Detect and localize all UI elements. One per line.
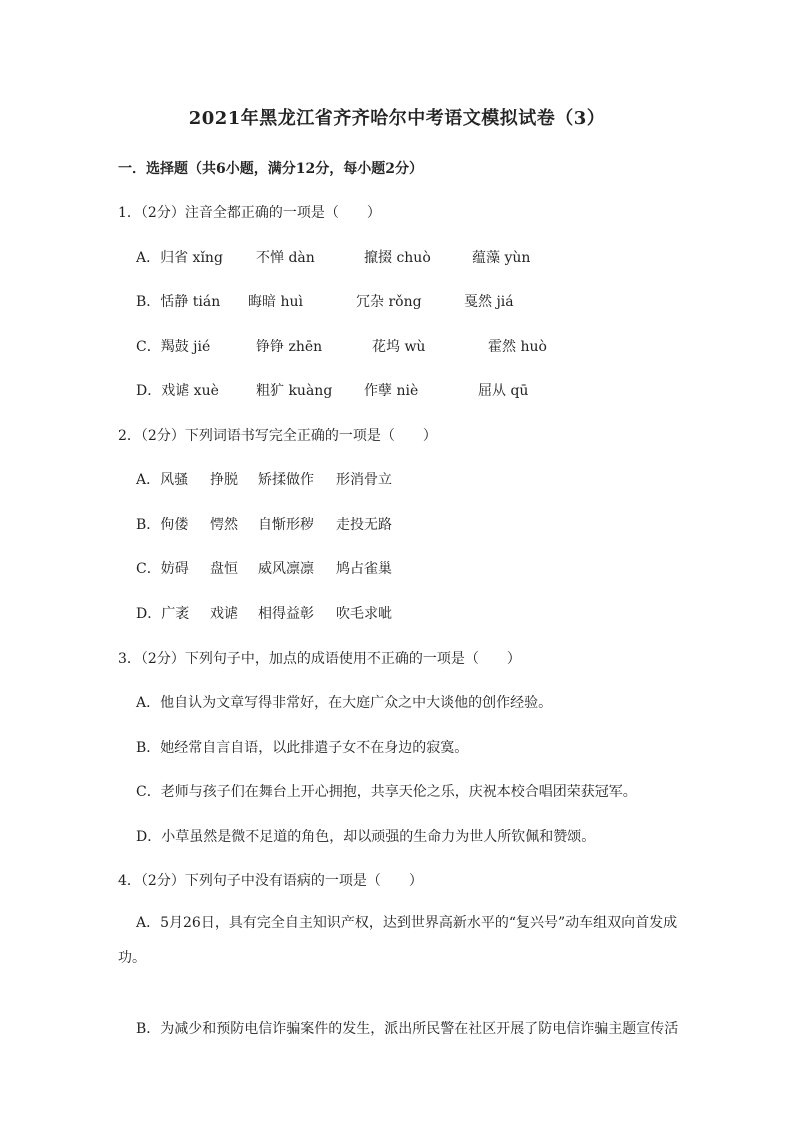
option-term: 形消骨立 bbox=[336, 472, 392, 488]
option-term: 蕴藻 yùn bbox=[472, 250, 531, 266]
option-term: B．恬静 tián bbox=[136, 294, 221, 310]
option-term: 愕然 bbox=[210, 517, 238, 533]
option-term: 戏谑 bbox=[210, 606, 238, 622]
option-term: 鸠占雀巢 bbox=[336, 561, 392, 577]
option-term: C．羯鼓 jié bbox=[136, 339, 211, 355]
option-term: 矫揉做作 bbox=[258, 472, 314, 488]
option-term: 戛然 jiá bbox=[464, 294, 514, 310]
question-2-stem: 2．（2分）下列词语书写完全正确的一项是（ ） bbox=[118, 428, 437, 444]
option-term: 盘恒 bbox=[210, 561, 238, 577]
question-4-option-b: B．为减少和预防电信诈骗案件的发生，派出所民警在社区开展了防电信诈骗主题宣传活 bbox=[136, 1021, 678, 1037]
option-term: 作孽 niè bbox=[364, 383, 419, 399]
option-term: 不惮 dàn bbox=[256, 250, 315, 266]
option-term: B．佝偻 bbox=[136, 517, 189, 533]
question-3-option-a: A．他自认为文章写得非常好，在大庭广众之中大谈他的创作经验。 bbox=[136, 695, 553, 711]
option-term: 挣脱 bbox=[210, 472, 238, 488]
option-term: 花坞 wù bbox=[372, 339, 426, 355]
question-4-option-a: A．5月26日，具有完全自主知识产权，达到世界高新水平的“复兴号”动车组双向首发成功。 bbox=[118, 915, 678, 966]
option-term: 相得益彰 bbox=[258, 606, 314, 622]
option-term: C．妨碍 bbox=[136, 561, 189, 577]
option-term: 晦暗 huì bbox=[248, 294, 303, 310]
option-term: D．广袤 bbox=[136, 606, 190, 622]
option-term: 攛掇 chuò bbox=[364, 250, 431, 266]
option-term: 铮铮 zhēn bbox=[256, 339, 323, 355]
option-term: 粗犷 kuàng bbox=[256, 383, 333, 399]
option-term: 霍然 huò bbox=[488, 339, 547, 355]
option-term: A．归省 xǐng bbox=[136, 250, 223, 266]
option-term: 威风凛凛 bbox=[258, 561, 314, 577]
option-term: 自惭形秽 bbox=[258, 517, 314, 533]
question-3-option-d: D．小草虽然是微不足道的角色，却以顽强的生命力为世人所钦佩和赞颂。 bbox=[136, 829, 596, 845]
exam-title: 2021年黑龙江省齐齐哈尔中考语文模拟试卷（3） bbox=[188, 108, 606, 129]
question-4-stem: 4．（2分）下列句子中没有语病的一项是（ ） bbox=[118, 873, 423, 889]
option-term: 屈从 qū bbox=[478, 383, 529, 399]
option-term: 走投无路 bbox=[336, 517, 392, 533]
question-3-option-c: C．老师与孩子们在舞台上开心拥抱，共享天伦之乐，庆祝本校合唱团荣获冠军。 bbox=[136, 784, 637, 800]
option-term: A．风骚 bbox=[136, 472, 189, 488]
question-1-stem: 1．（2分）注音全都正确的一项是（ ） bbox=[118, 205, 381, 221]
option-term: 吹毛求呲 bbox=[336, 606, 392, 622]
question-3-option-b: B．她经常自言自语，以此排遣子女不在身边的寂寞。 bbox=[136, 740, 469, 756]
option-term: D．戏谑 xuè bbox=[136, 383, 219, 399]
question-3-stem: 3．（2分）下列句子中，加点的成语使用不正确的一项是（ ） bbox=[118, 651, 521, 667]
section-heading: 一．选择题（共6小题，满分12分，每小题2分） bbox=[118, 161, 423, 177]
option-term: 冗杂 rǒng bbox=[356, 294, 422, 310]
